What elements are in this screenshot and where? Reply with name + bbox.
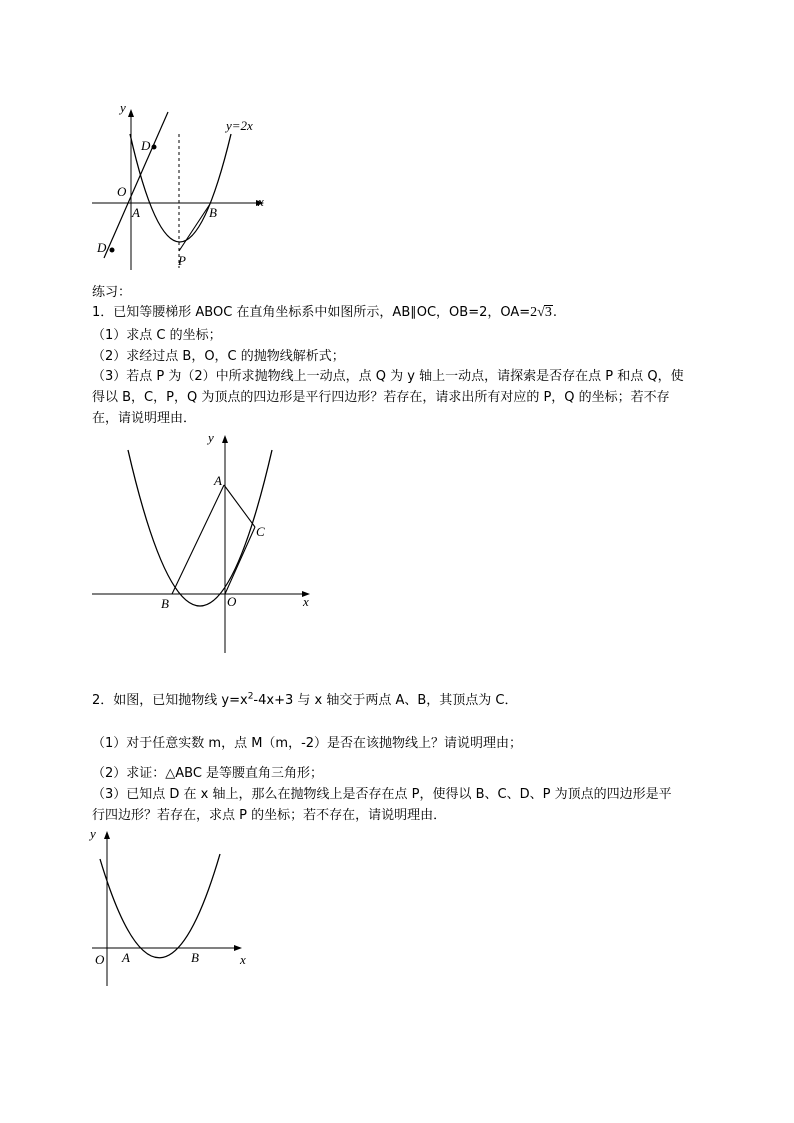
q2-stem-b: -4x+3 与 x 轴交于两点 A、B，其顶点为 C． xyxy=(253,693,518,708)
figure-1-svg xyxy=(88,98,278,278)
figure-q2 xyxy=(88,824,268,994)
q1-sub2: （2）求经过点 B，O，C 的抛物线解析式； xyxy=(92,349,345,364)
label-o: O xyxy=(95,952,105,967)
label-func: y=2x xyxy=(226,118,253,133)
y-axis-arrow xyxy=(128,109,134,117)
line-y-2x xyxy=(104,112,168,258)
q1-sub3-line1: （3）若点 P 为（2）中所求抛物线上一动点，点 Q 为 y 轴上一动点，请探索是否存在点 P 和点 Q，使 xyxy=(92,369,684,384)
label-y: y xyxy=(90,826,96,841)
label-x: x xyxy=(240,952,246,967)
q2-stem xyxy=(92,691,518,711)
figure-q1-svg xyxy=(88,428,328,658)
label-o: O xyxy=(117,184,127,199)
q2-sub2: （2）求证：△ABC 是等腰直角三角形； xyxy=(92,766,324,781)
label-a: A xyxy=(132,205,140,220)
segment-ba xyxy=(172,485,224,594)
label-a: A xyxy=(122,950,130,965)
label-y: y xyxy=(120,100,126,115)
q2-sub3-line1: （3）已知点 D 在 x 轴上，那么在抛物线上是否存在点 P，使得以 B、C、D、P 为顶点的四边形是平 xyxy=(92,787,672,802)
label-b: B xyxy=(209,205,217,220)
q2-sub1: （1）对于任意实数 m，点 M（m，-2）是否在该抛物线上？请说明理由； xyxy=(92,736,523,751)
practice-heading: 练习： xyxy=(92,285,132,300)
label-y: y xyxy=(208,430,214,445)
q1-stem-prefix: 1．已知等腰梯形 ABOC 在直角坐标系中如图所示，AB∥OC，OB=2，OA= xyxy=(92,305,531,320)
q1-sub1: （1）求点 C 的坐标； xyxy=(92,328,222,343)
q1-stem xyxy=(92,303,557,323)
figure-q1 xyxy=(88,428,328,658)
q2-stem-a: 2．如图，已知抛物线 y=x xyxy=(92,693,248,708)
q1-root: 2√3 xyxy=(530,305,552,320)
q1-sub3-line3: 在，请说明理由． xyxy=(92,411,197,426)
label-p: P xyxy=(178,253,186,268)
segment-pb xyxy=(179,204,210,251)
label-b: B xyxy=(191,950,199,965)
y-axis-arrow xyxy=(222,435,228,443)
figure-q2-svg xyxy=(88,824,268,994)
parabola-q2 xyxy=(100,854,220,958)
q1-root-arg: 3 xyxy=(544,305,552,320)
label-d-bottom: D xyxy=(97,240,107,255)
q2-stem-sup: 2 xyxy=(247,691,254,702)
label-o: O xyxy=(227,594,237,609)
parabola-q1 xyxy=(128,450,272,606)
label-c: C xyxy=(256,524,265,539)
x-axis-arrow xyxy=(234,945,242,951)
q2-sub3-line2: 行四边形？若存在，求点 P 的坐标；若不存在，请说明理由． xyxy=(92,808,447,823)
q1-root-coef: 2 xyxy=(530,305,538,320)
point-d-bottom xyxy=(110,248,115,253)
label-d-top: D xyxy=(141,138,151,153)
point-d-top xyxy=(152,145,157,150)
q1-sub3-line2: 得以 B，C，P，Q 为顶点的四边形是平行四边形？若存在，请求出所有对应的 P，Q 的坐标；若不存 xyxy=(92,390,670,405)
segment-oc xyxy=(225,527,255,594)
label-x: x xyxy=(258,194,264,209)
y-axis-arrow xyxy=(104,831,110,839)
label-b: B xyxy=(161,596,169,611)
q1-stem-suffix: . xyxy=(552,305,557,320)
segment-ac xyxy=(224,485,255,527)
label-a: A xyxy=(214,473,222,488)
label-x: x xyxy=(303,594,309,609)
figure-1 xyxy=(88,98,278,278)
